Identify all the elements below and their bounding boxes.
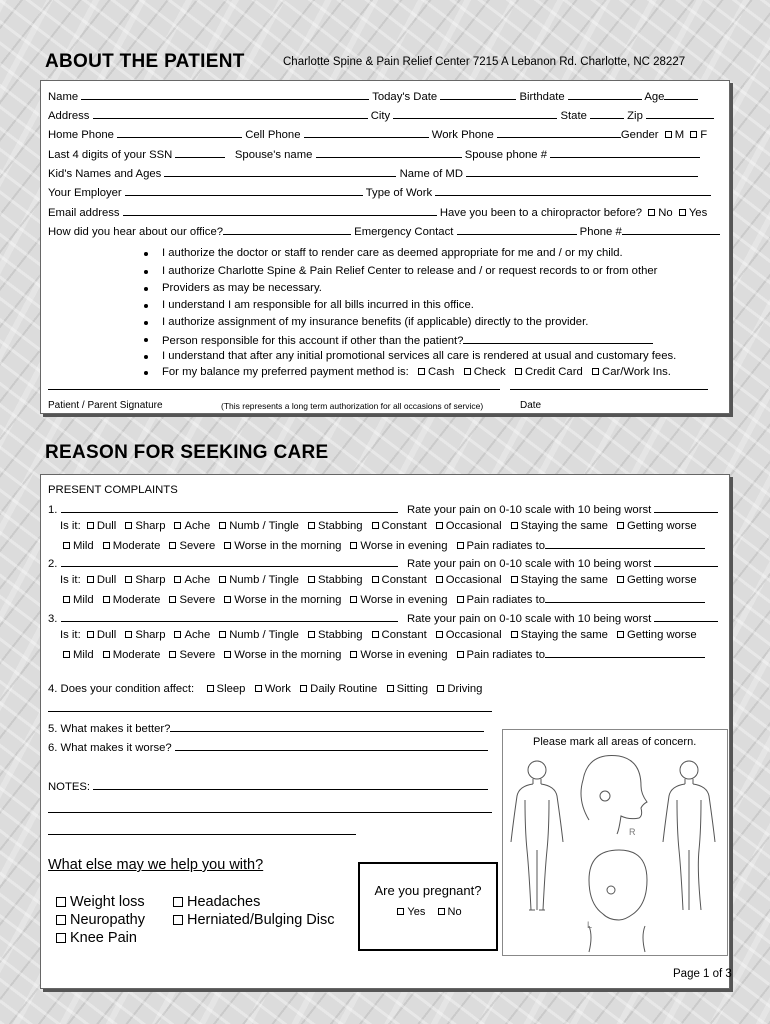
authorization-bullet-cont: Providers as may be necessary. (162, 282, 322, 294)
left-side-label: L (587, 920, 593, 930)
complaint-field[interactable] (61, 502, 398, 513)
complaint-row: 3. Rate your pain on 0-10 scale with 10 being worst (48, 611, 718, 625)
complaint-row: 1. Rate your pain on 0-10 scale with 10 being worst (48, 502, 718, 516)
signature-label: Patient / Parent Signature (48, 400, 163, 411)
payment-check-checkbox[interactable] (464, 368, 471, 375)
pain-radiates-field[interactable] (545, 538, 705, 549)
affect-routine-checkbox[interactable] (300, 685, 307, 692)
complaint-options-row: Is it: Dull Sharp Ache Numb / Tingle Stabbing Constant Occasional Staying the same Getting worse (60, 629, 697, 641)
complaint-option-checkbox[interactable] (87, 576, 94, 583)
complaint-option-checkbox[interactable] (511, 631, 518, 638)
employer-field[interactable] (125, 185, 363, 196)
work-type-field[interactable] (435, 185, 711, 196)
help-knee-pain[interactable]: Knee Pain (56, 930, 137, 946)
complaint-severity-checkbox[interactable] (103, 651, 110, 658)
notes-row: NOTES: (48, 779, 488, 793)
complaint-severity-checkbox[interactable] (350, 651, 357, 658)
complaint-severity-checkbox[interactable] (169, 542, 176, 549)
complaint-severity-checkbox[interactable] (103, 542, 110, 549)
complaint-option-checkbox[interactable] (219, 522, 226, 529)
row-email: Email address Have you been to a chiropractor before? No Yes (48, 207, 708, 219)
affect-sitting-checkbox[interactable] (387, 685, 394, 692)
complaint-option-checkbox[interactable] (174, 522, 181, 529)
complaint-option-checkbox[interactable] (125, 631, 132, 638)
authorization-bullet: I understand I am responsible for all bills incurred in this office. (162, 299, 474, 311)
gender-f-checkbox[interactable] (690, 131, 697, 138)
email-field[interactable] (123, 205, 437, 216)
responsible-person-field[interactable] (463, 333, 653, 344)
complaint-severity-row: Mild Moderate Severe Worse in the morning Worse in evening Pain radiates to (60, 538, 705, 552)
pain-rating-field[interactable] (654, 502, 718, 513)
row-phones: Home Phone Cell Phone Work Phone Gender M F (48, 129, 708, 141)
help-herniated-disc[interactable]: Herniated/Bulging Disc (173, 912, 335, 928)
row-address: Address City State Zip (48, 108, 714, 122)
referral-field[interactable] (223, 224, 351, 235)
date-label: Date (520, 400, 542, 411)
complaint-severity-row: Mild Moderate Severe Worse in the morning Worse in evening Pain radiates to (60, 592, 705, 606)
row-ssn: Last 4 digits of your SSN Spouse's name Spouse phone # (48, 147, 700, 161)
complaint-option-checkbox[interactable] (125, 522, 132, 529)
complaint-severity-checkbox[interactable] (169, 651, 176, 658)
complaint-severity-checkbox[interactable] (224, 596, 231, 603)
q6-row: 6. What makes it worse? (48, 740, 488, 754)
head-front-figure[interactable] (589, 850, 647, 952)
name-field[interactable] (81, 89, 369, 100)
complaint-option-checkbox[interactable] (87, 522, 94, 529)
section-title-patient: ABOUT THE PATIENT (45, 51, 245, 72)
complaint-severity-row: Mild Moderate Severe Worse in the morning Worse in evening Pain radiates to (60, 647, 705, 661)
affect-driving-checkbox[interactable] (437, 685, 444, 692)
complaint-option-checkbox[interactable] (511, 576, 518, 583)
complaint-option-checkbox[interactable] (436, 631, 443, 638)
complaint-severity-checkbox[interactable] (350, 542, 357, 549)
body-diagram-box (502, 729, 728, 956)
emergency-contact-field[interactable] (457, 224, 577, 235)
q4-row: 4. Does your condition affect: Sleep Work Daily Routine Sitting Driving (48, 683, 483, 695)
pain-rating-field[interactable] (654, 556, 718, 567)
authorization-bullet: For my balance my preferred payment method is: Cash Check Credit Card Car/Work Ins. (162, 366, 671, 378)
complaint-severity-checkbox[interactable] (63, 542, 70, 549)
checkbox-icon (56, 933, 66, 943)
complaint-option-checkbox[interactable] (308, 631, 315, 638)
complaint-severity-checkbox[interactable] (457, 651, 464, 658)
complaint-severity-checkbox[interactable] (63, 651, 70, 658)
complaint-option-checkbox[interactable] (308, 576, 315, 583)
notes-line-2[interactable] (48, 812, 492, 813)
complaint-severity-checkbox[interactable] (63, 596, 70, 603)
complaint-option-checkbox[interactable] (125, 576, 132, 583)
complaint-options-row: Is it: Dull Sharp Ache Numb / Tingle Stabbing Constant Occasional Staying the same Getting worse (60, 520, 697, 532)
city-field[interactable] (393, 108, 557, 119)
payment-ins-checkbox[interactable] (592, 368, 599, 375)
authorization-bullet: I authorize Charlotte Spine & Pain Relief Center to release and / or request records to or from other (162, 265, 658, 277)
zip-field[interactable] (646, 108, 714, 119)
complaint-severity-checkbox[interactable] (457, 542, 464, 549)
worse-field[interactable] (175, 740, 488, 751)
payment-credit-checkbox[interactable] (515, 368, 522, 375)
help-headaches[interactable]: Headaches (173, 894, 260, 910)
help-neuropathy[interactable]: Neuropathy (56, 912, 145, 928)
gender-m-checkbox[interactable] (665, 131, 672, 138)
emergency-phone-field[interactable] (622, 224, 720, 235)
pain-rating-field[interactable] (654, 611, 718, 622)
address-field[interactable] (93, 108, 368, 119)
complaint-option-checkbox[interactable] (372, 576, 379, 583)
page-number: Page 1 of 3 (673, 968, 732, 980)
spouse-phone-field[interactable] (550, 147, 700, 158)
complaint-option-checkbox[interactable] (511, 522, 518, 529)
birthdate-field[interactable] (568, 89, 642, 100)
complaint-option-checkbox[interactable] (174, 576, 181, 583)
q5-row: 5. What makes it better? (48, 721, 484, 735)
authorization-bullet: I understand that after any initial promotional services all care is rendered at usual and customary fees. (162, 350, 677, 362)
complaint-severity-checkbox[interactable] (169, 596, 176, 603)
body-diagram[interactable] (503, 730, 729, 957)
date-line[interactable] (510, 389, 708, 390)
better-field[interactable] (170, 721, 484, 732)
complaint-option-checkbox[interactable] (87, 631, 94, 638)
notes-field[interactable] (93, 779, 488, 790)
authorization-note: (This represents a long term authorization for all occasions of service) (221, 401, 484, 411)
todays-date-field[interactable] (440, 89, 516, 100)
body-front-figure[interactable] (511, 761, 563, 910)
pregnant-options: Yes No (360, 906, 496, 918)
present-complaints-label: PRESENT COMPLAINTS (48, 484, 178, 496)
authorization-bullet: I authorize assignment of my insurance benefits (if applicable) directly to the provider. (162, 316, 589, 328)
authorization-bullet: I authorize the doctor or staff to render care as deemed appropriate for me and / or my child. (162, 247, 623, 259)
help-title: What else may we help you with? (48, 857, 264, 873)
signature-line[interactable] (48, 389, 500, 390)
pain-radiates-field[interactable] (545, 592, 705, 603)
complaint-option-checkbox[interactable] (436, 522, 443, 529)
pregnant-question: Are you pregnant? (374, 883, 482, 898)
q4-line[interactable] (48, 711, 492, 712)
row-name: Name Today's Date Birthdate Age (48, 89, 698, 103)
body-back-figure[interactable] (663, 761, 715, 910)
complaint-severity-checkbox[interactable] (350, 596, 357, 603)
checkbox-icon (56, 915, 66, 925)
spouse-name-field[interactable] (316, 147, 462, 158)
kids-field[interactable] (164, 166, 396, 177)
clinic-address: Charlotte Spine & Pain Relief Center 7215 A Lebanon Rd. Charlotte, NC 28227 (283, 56, 686, 68)
right-side-label: R (629, 827, 636, 837)
pregnancy-box (358, 862, 498, 951)
chiro-no-checkbox[interactable] (648, 209, 655, 216)
complaint-option-checkbox[interactable] (617, 631, 624, 638)
mark-areas-label: Please mark all areas of concern. (533, 736, 697, 748)
chiro-yes-checkbox[interactable] (679, 209, 686, 216)
complaint-option-checkbox[interactable] (174, 631, 181, 638)
complaint-option-checkbox[interactable] (372, 522, 379, 529)
complaint-option-checkbox[interactable] (617, 522, 624, 529)
cell-phone-field[interactable] (304, 127, 429, 138)
complaint-severity-checkbox[interactable] (103, 596, 110, 603)
checkbox-icon (56, 897, 66, 907)
complaint-option-checkbox[interactable] (436, 576, 443, 583)
complaint-severity-checkbox[interactable] (224, 651, 231, 658)
pregnant-yes-checkbox[interactable] (397, 908, 404, 915)
age-field[interactable] (664, 89, 698, 100)
section-title-care: REASON FOR SEEKING CARE (45, 442, 329, 463)
head-side-figure[interactable] (581, 756, 647, 835)
complaint-option-checkbox[interactable] (372, 631, 379, 638)
pain-radiates-field[interactable] (545, 647, 705, 658)
complaint-option-checkbox[interactable] (617, 576, 624, 583)
help-weight-loss[interactable]: Weight loss (56, 894, 145, 910)
row-employer: Your Employer Type of Work (48, 185, 711, 199)
notes-line-3[interactable] (48, 834, 356, 835)
complaint-option-checkbox[interactable] (219, 631, 226, 638)
complaint-option-checkbox[interactable] (219, 576, 226, 583)
complaint-options-row: Is it: Dull Sharp Ache Numb / Tingle Stabbing Constant Occasional Staying the same Getting worse (60, 574, 697, 586)
payment-cash-checkbox[interactable] (418, 368, 425, 375)
complaint-field[interactable] (61, 611, 398, 622)
complaint-field[interactable] (61, 556, 398, 567)
affect-work-checkbox[interactable] (255, 685, 262, 692)
row-referral: How did you hear about our office? Emergency Contact Phone # (48, 224, 720, 238)
work-phone-field[interactable] (497, 127, 621, 138)
md-field[interactable] (466, 166, 698, 177)
authorization-bullet: Person responsible for this account if other than the patient? (162, 333, 653, 347)
affect-sleep-checkbox[interactable] (207, 685, 214, 692)
checkbox-icon (173, 915, 183, 925)
state-field[interactable] (590, 108, 624, 119)
pregnant-no-checkbox[interactable] (438, 908, 445, 915)
ssn-field[interactable] (175, 147, 225, 158)
row-kids: Kid's Names and Ages Name of MD (48, 166, 698, 180)
checkbox-icon (173, 897, 183, 907)
home-phone-field[interactable] (117, 127, 242, 138)
complaint-row: 2. Rate your pain on 0-10 scale with 10 being worst (48, 556, 718, 570)
complaint-option-checkbox[interactable] (308, 522, 315, 529)
complaint-severity-checkbox[interactable] (224, 542, 231, 549)
complaint-severity-checkbox[interactable] (457, 596, 464, 603)
